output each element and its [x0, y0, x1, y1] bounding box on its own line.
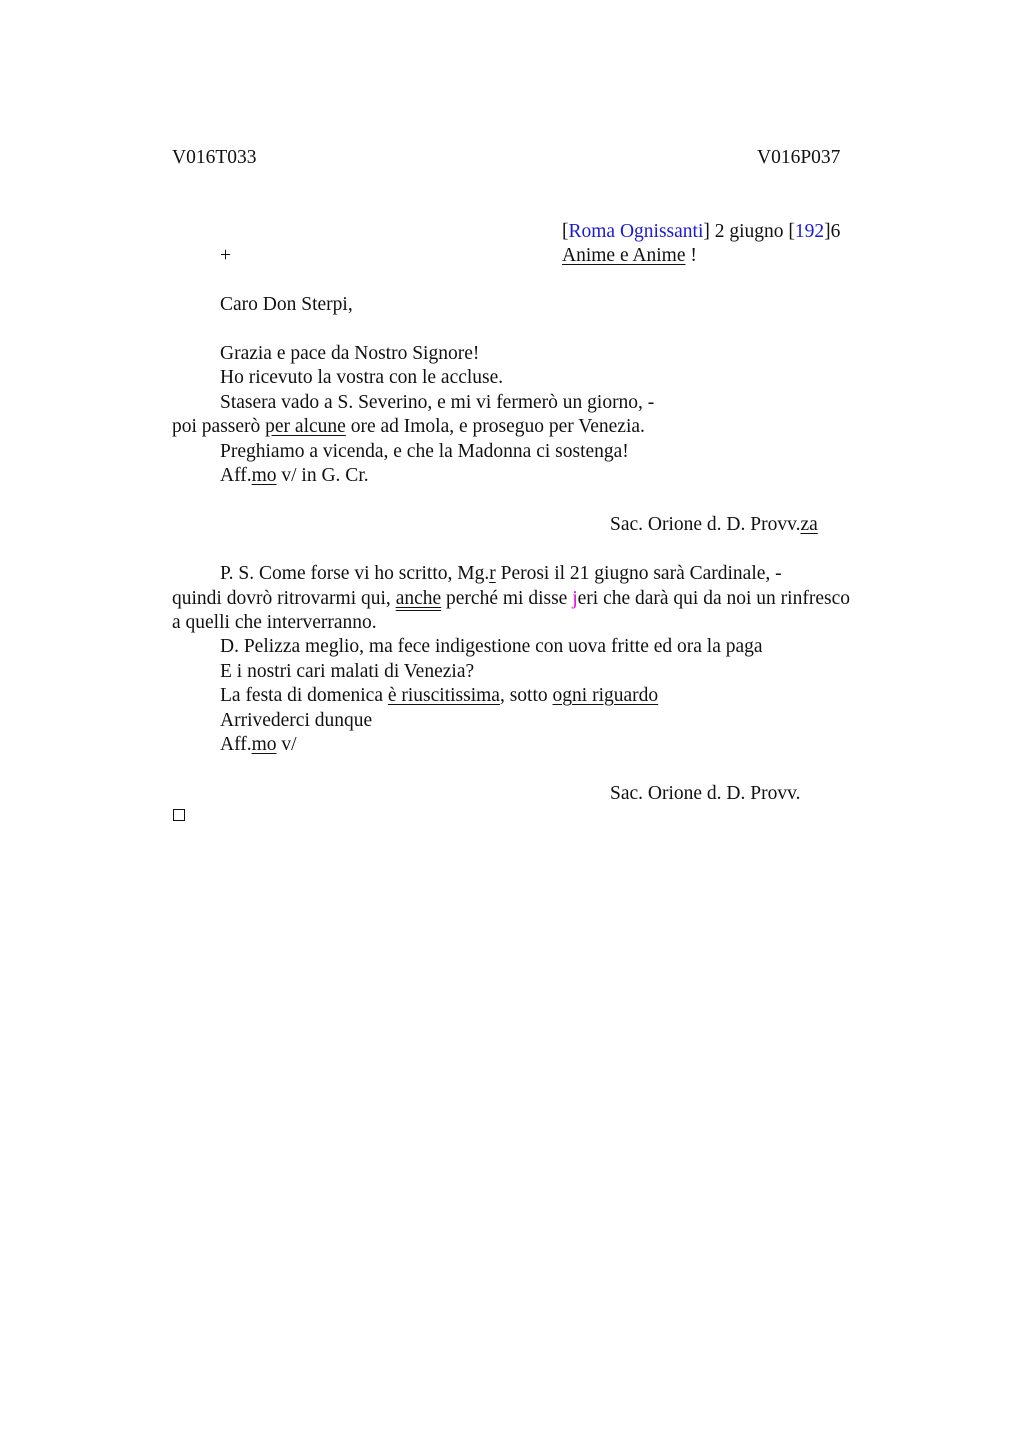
dateline	[562, 220, 840, 244]
postscript-line-2-double-underlined: anche	[395, 588, 442, 609]
body-line-4	[172, 415, 645, 439]
postscript-line-3: a quelli che interverranno.	[172, 612, 377, 633]
postscript-line-6-underlined-1: è riuscitissima	[387, 685, 500, 706]
body-line-2: Ho ricevuto la vostra con le accluse.	[220, 367, 504, 388]
postscript-line-6-underlined-2: ogni riguardo	[552, 685, 659, 706]
document-code-right: V016P037	[757, 147, 841, 168]
document-code-left: V016T033	[172, 147, 257, 168]
postscript-line-1-a: P. S. Come forse vi ho scritto, Mg.	[220, 563, 490, 584]
square-box-icon	[173, 809, 185, 821]
postscript-line-8	[220, 733, 297, 757]
dateline-bracket-open: [	[562, 221, 569, 242]
body-line-6	[220, 464, 369, 488]
postscript-line-5: E i nostri cari malati di Venezia?	[220, 661, 475, 682]
body-line-6-b: v/ in G. Cr.	[276, 465, 369, 486]
postscript-line-8-underlined: mo	[251, 734, 277, 755]
postscript-line-2-c: eri che darà qui da noi un rinfresco	[577, 588, 850, 609]
body-line-3: Stasera vado a S. Severino, e mi vi fermerò un giorno, -	[220, 392, 655, 413]
postscript-line-2-magenta: j	[572, 588, 578, 609]
dateline-day-month: 2 giugno	[709, 221, 789, 242]
cross-mark: +	[220, 245, 231, 266]
dateline-year-part: 192	[794, 221, 825, 242]
postscript-line-2-b: perché mi disse	[441, 588, 573, 609]
postscript-line-1-underlined: r	[489, 563, 496, 584]
postscript-line-1-b: Perosi il 21 giugno sarà Cardinale, -	[495, 563, 782, 584]
postscript-line-6-a: La festa di domenica	[220, 685, 388, 706]
signature-1-text: Sac. Orione d. D. Provv.	[610, 514, 801, 535]
body-line-4-a: poi passerò	[172, 416, 266, 437]
body-line-4-b: ore ad Imola, e proseguo per Venezia.	[345, 416, 645, 437]
body-line-6-underlined: mo	[251, 465, 277, 486]
body-line-6-a: Aff.	[220, 465, 252, 486]
postscript-line-4: D. Pelizza meglio, ma fece indigestione con uova fritte ed ora la paga	[220, 636, 763, 657]
signature-1-suffix: za	[800, 514, 818, 535]
dateline-place: Roma Ognissanti	[568, 221, 704, 242]
postscript-line-6-b: , sotto	[499, 685, 553, 706]
postscript-line-8-a: Aff.	[220, 734, 252, 755]
postscript-line-6	[220, 684, 658, 708]
body-line-5: Preghiamo a vicenda, e che la Madonna ci sostenga!	[220, 441, 629, 462]
dateline-year-close: ]	[824, 221, 831, 242]
postscript-line-8-b: v/	[276, 734, 297, 755]
motto-text: Anime e Anime	[562, 245, 686, 266]
postscript-line-2	[172, 587, 850, 611]
dateline-year-end: 6	[830, 221, 841, 242]
postscript-line-7: Arrivederci dunque	[220, 710, 373, 731]
signature-1	[610, 513, 818, 537]
motto	[562, 244, 697, 268]
postscript-line-1	[220, 562, 782, 586]
dateline-year-open: [	[788, 221, 795, 242]
body-line-4-underlined: per alcune	[265, 416, 346, 437]
motto-suffix: !	[685, 245, 697, 266]
salutation: Caro Don Sterpi,	[220, 294, 353, 315]
signature-2: Sac. Orione d. D. Provv.	[610, 783, 801, 804]
postscript-line-2-a: quindi dovrò ritrovarmi qui,	[172, 588, 396, 609]
body-line-1: Grazia e pace da Nostro Signore!	[220, 343, 480, 364]
dateline-bracket-close: ]	[703, 221, 710, 242]
